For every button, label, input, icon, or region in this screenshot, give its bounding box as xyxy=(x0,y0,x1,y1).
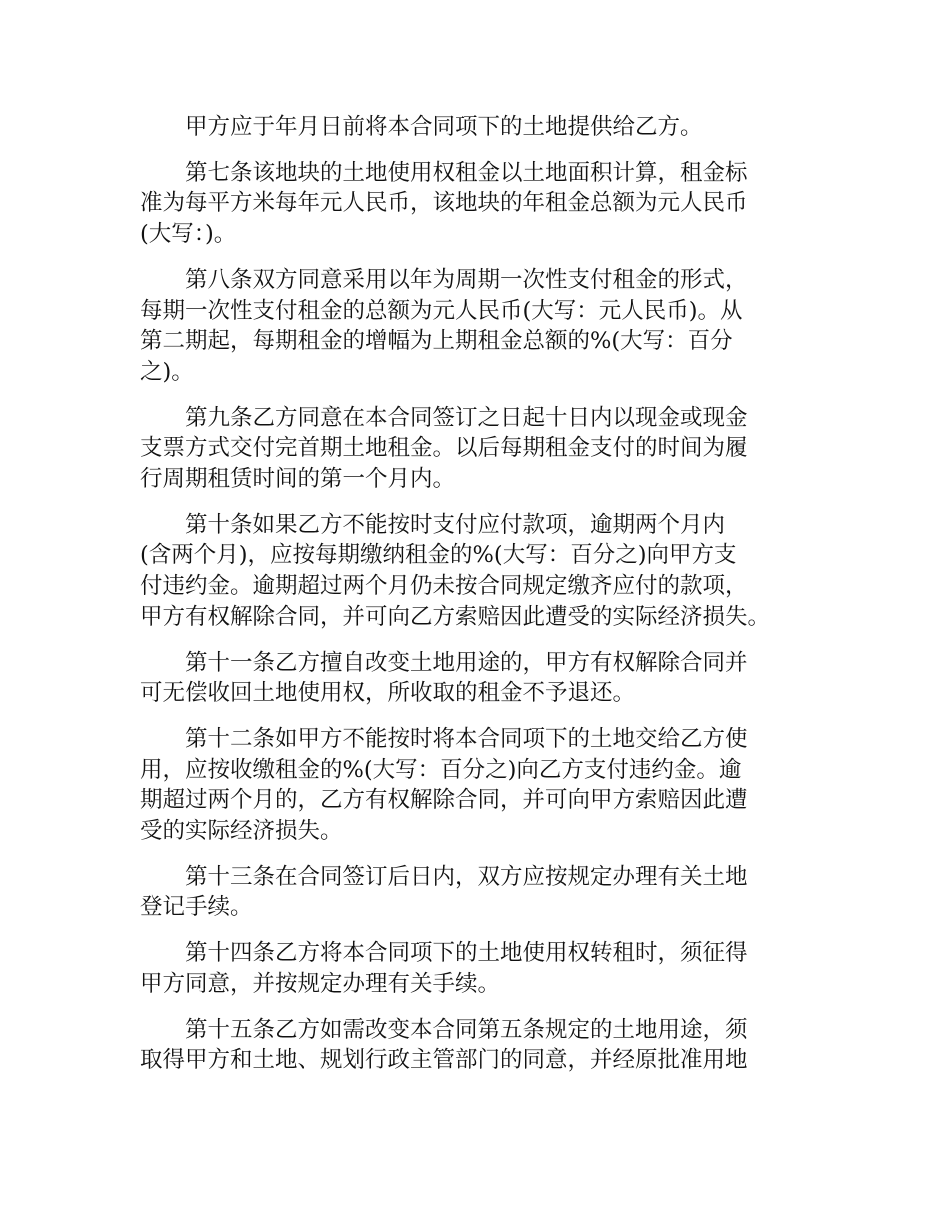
paragraph-article-15: 第十五条乙方如需改变本合同第五条规定的土地用途，须 取得甲方和土地、规划行政主管部门的同意，并经原批准用地 xyxy=(140,1016,748,1074)
paragraph-article-10: 第十条如果乙方不能按时支付应付款项，逾期两个月内 (含两个月)，应按每期缴纳租金的%(大写：百分之)向甲方支 付违约金。逾期超过两个月仍未按合同规定缴齐应付的款项， 甲方有权解除合同，并可向乙方索赔因此遭受的实际经济损失。 xyxy=(140,511,771,630)
paragraph-article-14: 第十四条乙方将本合同项下的土地使用权转租时，须征得 甲方同意，并按规定办理有关手续。 xyxy=(140,940,748,997)
paragraph-article-12: 第十二条如甲方不能按时将本合同项下的土地交给乙方使 用，应按收缴租金的%(大写：百分之)向乙方支付违约金。逾 期超过两个月的，乙方有权解除合同，并可向甲方索赔因此遭 受的实际经济损失。 xyxy=(140,725,748,845)
paragraph-article-11: 第十一条乙方擅自改变土地用途的，甲方有权解除合同并 可无偿收回土地使用权，所收取的租金不予退还。 xyxy=(140,649,748,707)
document-page xyxy=(140,112,825,1091)
paragraph-article-8: 第八条双方同意采用以年为周期一次性支付租金的形式， 每期一次性支付租金的总额为元人民币(大写：元人民币)。从 第二期起，每期租金的增幅为上期租金总额的%(大写：百分 之)。 xyxy=(140,266,748,385)
paragraph-article-7: 第七条该地块的土地使用权租金以土地面积计算，租金标 准为每平方米每年元人民币，该地块的年租金总额为元人民币 (大写：)。 xyxy=(140,159,748,248)
paragraph-article-9: 第九条乙方同意在本合同签订之日起十日内以现金或现金 支票方式交付完首期土地租金。以后每期租金支付的时间为履 行周期租赁时间的第一个月内。 xyxy=(140,404,748,493)
paragraph-article-13: 第十三条在合同签订后日内，双方应按规定办理有关土地 登记手续。 xyxy=(140,863,748,921)
paragraph-delivery: 甲方应于年月日前将本合同项下的土地提供给乙方。 xyxy=(185,114,703,140)
